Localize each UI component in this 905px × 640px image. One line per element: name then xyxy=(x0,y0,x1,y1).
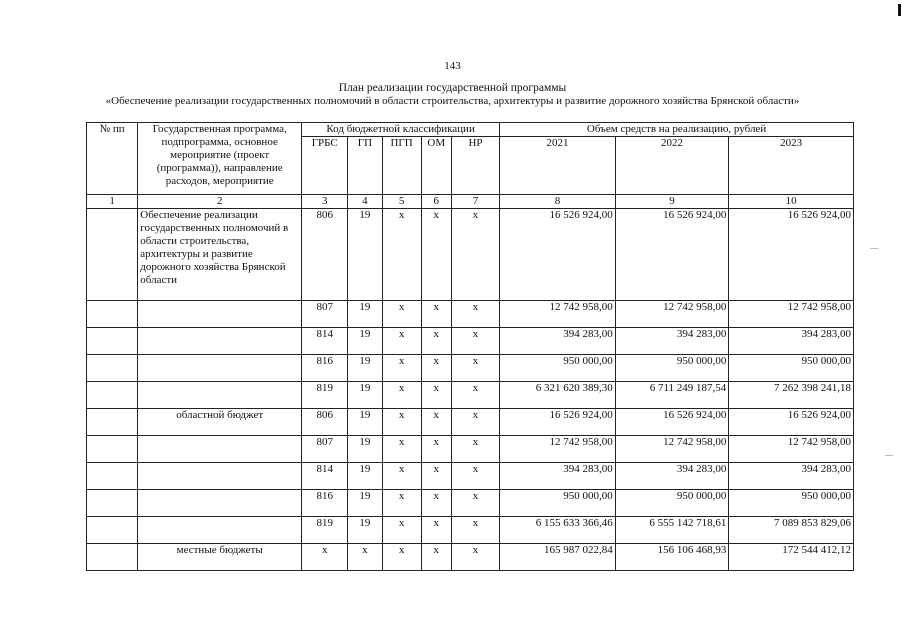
index-cell: 6 xyxy=(421,195,451,209)
implementation-plan-table xyxy=(86,122,854,571)
row-name-cell xyxy=(138,328,302,355)
gp-cell: 19 xyxy=(348,209,382,301)
pgp-cell: х xyxy=(382,436,421,463)
header-pgp: ПГП xyxy=(382,137,421,195)
grbs-cell: 816 xyxy=(302,355,348,382)
table-row xyxy=(87,355,854,382)
nr-cell: х xyxy=(451,409,499,436)
om-cell: х xyxy=(421,328,451,355)
row-name-cell xyxy=(138,301,302,328)
amount-2022-cell: 6 711 249 187,54 xyxy=(615,382,729,409)
om-cell: х xyxy=(421,409,451,436)
gp-cell: 19 xyxy=(348,463,382,490)
amount-2023-cell: 950 000,00 xyxy=(729,490,854,517)
index-cell: 3 xyxy=(302,195,348,209)
grbs-cell: 806 xyxy=(302,209,348,301)
index-cell: 9 xyxy=(615,195,729,209)
row-number-cell xyxy=(87,436,138,463)
amount-2021-cell: 16 526 924,00 xyxy=(500,409,616,436)
amount-2021-cell: 12 742 958,00 xyxy=(500,436,616,463)
amount-2023-cell: 7 089 853 829,06 xyxy=(729,517,854,544)
nr-cell: х xyxy=(451,355,499,382)
amount-2023-cell: 394 283,00 xyxy=(729,463,854,490)
om-cell: х xyxy=(421,382,451,409)
om-cell: х xyxy=(421,355,451,382)
gp-cell: 19 xyxy=(348,328,382,355)
om-cell: х xyxy=(421,436,451,463)
gp-cell: 19 xyxy=(348,436,382,463)
header-grbs: ГРБС xyxy=(302,137,348,195)
amount-2022-cell: 6 555 142 718,61 xyxy=(615,517,729,544)
nr-cell: х xyxy=(451,436,499,463)
pgp-cell: х xyxy=(382,490,421,517)
gp-cell: х xyxy=(348,544,382,571)
amount-2021-cell: 6 155 633 366,46 xyxy=(500,517,616,544)
pgp-cell: х xyxy=(382,517,421,544)
amount-2023-cell: 394 283,00 xyxy=(729,328,854,355)
table-row xyxy=(87,436,854,463)
document-title: План реализации государственной программы xyxy=(338,82,567,94)
header-year-2022: 2022 xyxy=(615,137,729,195)
nr-cell: х xyxy=(451,382,499,409)
nr-cell: х xyxy=(451,463,499,490)
grbs-cell: 814 xyxy=(302,328,348,355)
amount-2023-cell: 12 742 958,00 xyxy=(729,436,854,463)
amount-2023-cell: 950 000,00 xyxy=(729,355,854,382)
amount-2022-cell: 950 000,00 xyxy=(615,490,729,517)
gp-cell: 19 xyxy=(348,301,382,328)
row-name-cell xyxy=(138,463,302,490)
amount-2022-cell: 156 106 468,93 xyxy=(615,544,729,571)
gp-cell: 19 xyxy=(348,382,382,409)
grbs-cell: 814 xyxy=(302,463,348,490)
amount-2021-cell: 394 283,00 xyxy=(500,328,616,355)
om-cell: х xyxy=(421,544,451,571)
amount-2021-cell: 950 000,00 xyxy=(500,355,616,382)
index-cell: 10 xyxy=(729,195,854,209)
header-year-2021: 2021 xyxy=(500,137,616,195)
grbs-cell: х xyxy=(302,544,348,571)
amount-2023-cell: 172 544 412,12 xyxy=(729,544,854,571)
gp-cell: 19 xyxy=(348,517,382,544)
header-year-2023: 2023 xyxy=(729,137,854,195)
pgp-cell: х xyxy=(382,463,421,490)
amount-2023-cell: 16 526 924,00 xyxy=(729,209,854,301)
pgp-cell: х xyxy=(382,544,421,571)
grbs-cell: 819 xyxy=(302,517,348,544)
nr-cell: х xyxy=(451,517,499,544)
index-cell: 5 xyxy=(382,195,421,209)
row-name-cell xyxy=(138,436,302,463)
amount-2021-cell: 165 987 022,84 xyxy=(500,544,616,571)
scan-artifact xyxy=(885,455,893,456)
pgp-cell: х xyxy=(382,328,421,355)
header-om: ОМ xyxy=(421,137,451,195)
om-cell: х xyxy=(421,301,451,328)
grbs-cell: 807 xyxy=(302,301,348,328)
nr-cell: х xyxy=(451,544,499,571)
gp-cell: 19 xyxy=(348,490,382,517)
nr-cell: х xyxy=(451,301,499,328)
om-cell: х xyxy=(421,490,451,517)
nr-cell: х xyxy=(451,328,499,355)
nr-cell: х xyxy=(451,490,499,517)
row-name-cell xyxy=(138,382,302,409)
amount-2021-cell: 12 742 958,00 xyxy=(500,301,616,328)
table-row xyxy=(87,382,854,409)
gp-cell: 19 xyxy=(348,409,382,436)
amount-2022-cell: 394 283,00 xyxy=(615,328,729,355)
row-name-cell xyxy=(138,355,302,382)
amount-2022-cell: 16 526 924,00 xyxy=(615,409,729,436)
table-row xyxy=(87,490,854,517)
row-name-cell: областной бюджет xyxy=(138,409,302,436)
nr-cell: х xyxy=(451,209,499,301)
row-name-cell: Обеспечение реализации государственных полномочий в области строительства, архитектуры и развитие дорожного хозяйства Брянской области xyxy=(138,209,302,301)
amount-2022-cell: 12 742 958,00 xyxy=(615,301,729,328)
pgp-cell: х xyxy=(382,355,421,382)
page-number: 143 xyxy=(444,60,461,72)
amount-2021-cell: 394 283,00 xyxy=(500,463,616,490)
pgp-cell: х xyxy=(382,382,421,409)
index-cell: 8 xyxy=(500,195,616,209)
gp-cell: 19 xyxy=(348,355,382,382)
index-cell: 2 xyxy=(138,195,302,209)
amount-2021-cell: 16 526 924,00 xyxy=(500,209,616,301)
page-edge-mark xyxy=(898,4,901,16)
row-name-cell xyxy=(138,490,302,517)
row-number-cell xyxy=(87,355,138,382)
table-row xyxy=(87,544,854,571)
index-cell: 1 xyxy=(87,195,138,209)
grbs-cell: 819 xyxy=(302,382,348,409)
amount-2021-cell: 950 000,00 xyxy=(500,490,616,517)
row-name-cell: местные бюджеты xyxy=(138,544,302,571)
pgp-cell: х xyxy=(382,209,421,301)
header-nr: НР xyxy=(451,137,499,195)
table-row xyxy=(87,328,854,355)
amount-2023-cell: 7 262 398 241,18 xyxy=(729,382,854,409)
table-row xyxy=(87,301,854,328)
row-number-cell xyxy=(87,409,138,436)
pgp-cell: х xyxy=(382,301,421,328)
row-number-cell xyxy=(87,301,138,328)
amount-2022-cell: 394 283,00 xyxy=(615,463,729,490)
amount-2021-cell: 6 321 620 389,30 xyxy=(500,382,616,409)
header-budget-code: Код бюджетной классификации xyxy=(302,123,500,137)
pgp-cell: х xyxy=(382,409,421,436)
amount-2023-cell: 12 742 958,00 xyxy=(729,301,854,328)
row-number-cell xyxy=(87,463,138,490)
table-row xyxy=(87,409,854,436)
amount-2023-cell: 16 526 924,00 xyxy=(729,409,854,436)
amount-2022-cell: 950 000,00 xyxy=(615,355,729,382)
table-row xyxy=(87,517,854,544)
header-funds: Объем средств на реализацию, рублей xyxy=(500,123,854,137)
om-cell: х xyxy=(421,463,451,490)
column-index-row xyxy=(87,195,854,209)
document-subtitle: «Обеспечение реализации государственных полномочий в области строительства, архитектуры и развитие дорожного хозяйства Брянской области» xyxy=(105,95,800,107)
grbs-cell: 807 xyxy=(302,436,348,463)
row-name-cell xyxy=(138,517,302,544)
header-program: Государственная программа, подпрограмма, основное мероприятие (проект (программа)), направление расходов, мероприятие xyxy=(138,123,302,195)
row-number-cell xyxy=(87,490,138,517)
index-cell: 4 xyxy=(348,195,382,209)
amount-2022-cell: 16 526 924,00 xyxy=(615,209,729,301)
header-num: № пп xyxy=(87,123,138,195)
row-number-cell xyxy=(87,209,138,301)
amount-2022-cell: 12 742 958,00 xyxy=(615,436,729,463)
row-number-cell xyxy=(87,328,138,355)
row-number-cell xyxy=(87,517,138,544)
grbs-cell: 816 xyxy=(302,490,348,517)
header-gp: ГП xyxy=(348,137,382,195)
table-row xyxy=(87,463,854,490)
row-number-cell xyxy=(87,544,138,571)
om-cell: х xyxy=(421,209,451,301)
row-number-cell xyxy=(87,382,138,409)
om-cell: х xyxy=(421,517,451,544)
table-row xyxy=(87,209,854,301)
scan-artifact xyxy=(870,248,878,249)
grbs-cell: 806 xyxy=(302,409,348,436)
index-cell: 7 xyxy=(451,195,499,209)
